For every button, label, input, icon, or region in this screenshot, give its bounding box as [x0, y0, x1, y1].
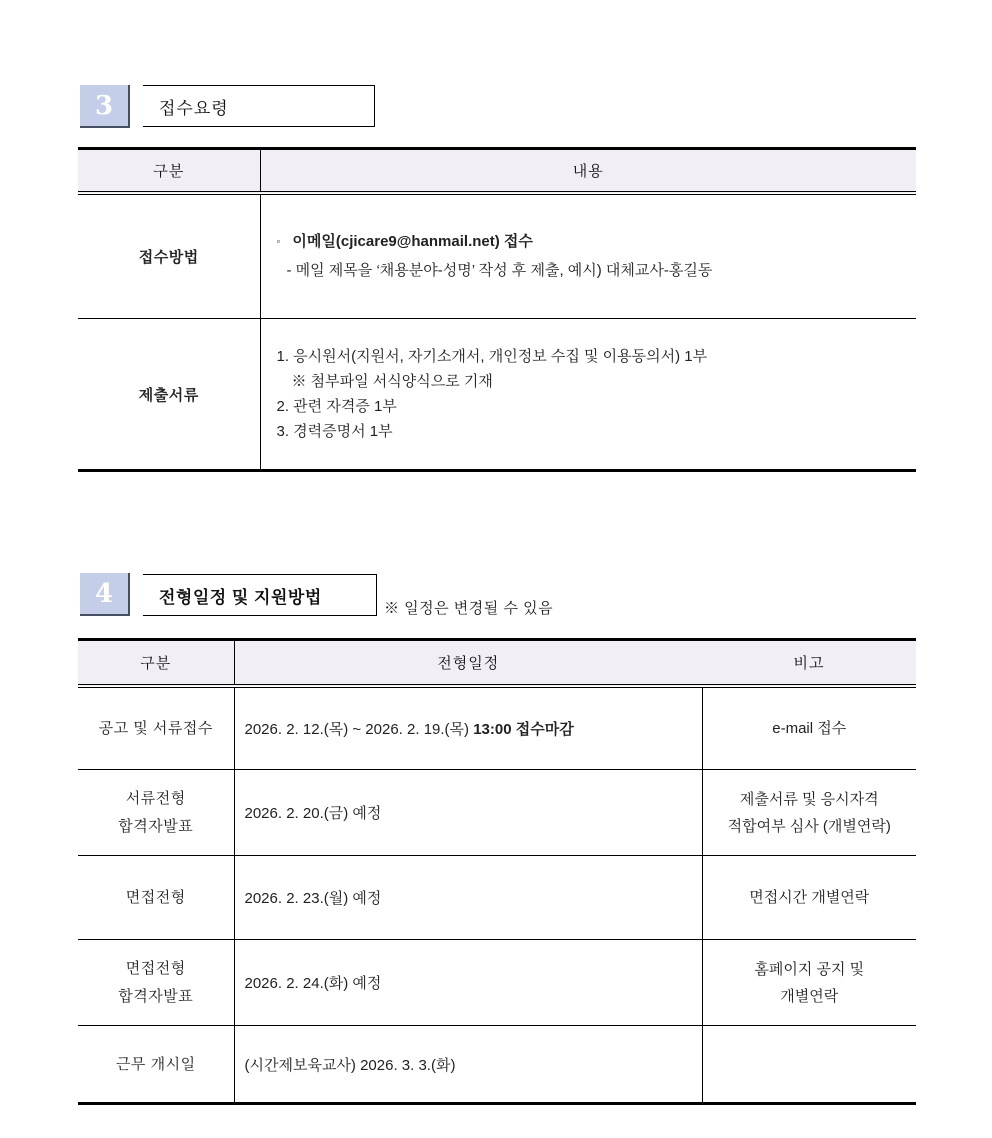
label-line: 합격자발표 [118, 818, 194, 835]
email-submission-text: 이메일(cjicare9@hanmail.net) 접수 [292, 233, 533, 251]
line-attachment-format-note: ※ 첨부파일 서식양식으로 기재 [291, 373, 493, 390]
label-line: 면접전형 [125, 889, 186, 906]
table-row-work-start [78, 1026, 916, 1104]
schedule-text: 2026. 2. 12.(목) ~ 2026. 2. 19.(목) [244, 720, 474, 738]
remark-cell [702, 856, 916, 940]
schedule-cell [234, 1026, 702, 1104]
table-header-row [78, 640, 916, 686]
row-label [78, 686, 234, 770]
schedule-cell [234, 856, 702, 940]
table-row-interview [78, 856, 916, 940]
section-title-text: 전형일정 및 지원방법 [159, 587, 322, 607]
remark-line: 홈페이지 공지 및 [754, 960, 865, 978]
section-number-badge: 3 [80, 85, 130, 128]
line-application-form: 1. 응시원서(지원서, 자기소개서, 개인정보 수집 및 이용동의서) 1부 [276, 348, 708, 365]
row-label [78, 770, 234, 856]
remark-line: e-mail 접수 [772, 719, 847, 737]
cell-application-method-content [260, 193, 916, 319]
column-header-category: 구분 [78, 149, 260, 193]
line-career-certificate: 3. 경력증명서 1부 [276, 423, 393, 440]
line-email-submission [277, 233, 916, 251]
schedule-text: 2026. 2. 20.(금) 예정 [244, 805, 382, 822]
circle-bullet-icon: ◦ [276, 236, 281, 249]
section-title-text: 접수요령 [159, 98, 229, 118]
label-line: 서류전형 [125, 790, 186, 807]
row-label [78, 856, 234, 940]
application-guideline-table [78, 147, 916, 472]
schedule-cell [234, 686, 702, 770]
remark-line: 제출서류 및 응시자격 [739, 790, 879, 808]
line-certificates: 2. 관련 자격증 1부 [276, 398, 397, 415]
table-row [78, 193, 916, 319]
table-row-document-screening [78, 770, 916, 856]
column-header-content: 내용 [260, 149, 916, 193]
column-header-schedule: 전형일정 [234, 640, 702, 686]
table-row-announcement [78, 686, 916, 770]
label-line: 근무 개시일 [115, 1055, 196, 1073]
row-label-application-method: 접수방법 [78, 193, 260, 319]
section-number-badge: 4 [80, 573, 130, 616]
section-title-application-guidelines [143, 85, 375, 127]
table-row [78, 319, 916, 471]
schedule-cell [234, 940, 702, 1026]
schedule-change-note: ※ 일정은 변경될 수 있음 [384, 600, 554, 617]
column-header-remarks: 비고 [702, 640, 916, 686]
remark-cell [702, 686, 916, 770]
schedule-text: 2026. 2. 23.(월) 예정 [244, 890, 382, 907]
schedule-text: (시간제보육교사) 2026. 3. 3.(화) [244, 1056, 456, 1074]
table-header-row [78, 149, 916, 193]
line-mail-subject-format: - 메일 제목을 ‘채용분야-성명’ 작성 후 제출, 예시) 대체교사-홍길동 [286, 262, 713, 280]
table-row-interview-results [78, 940, 916, 1026]
label-line: 공고 및 서류접수 [98, 719, 213, 737]
row-label [78, 940, 234, 1026]
row-label-required-documents: 제출서류 [78, 319, 260, 471]
schedule-cell [234, 770, 702, 856]
remark-cell [702, 940, 916, 1026]
label-line: 합격자발표 [118, 988, 194, 1005]
schedule-text: 2026. 2. 24.(화) 예정 [244, 975, 382, 992]
column-header-category: 구분 [78, 640, 234, 686]
remark-line: 면접시간 개별연락 [749, 889, 870, 906]
remark-cell-empty [702, 1026, 916, 1104]
remark-cell [702, 770, 916, 856]
schedule-deadline-text: 13:00 접수마감 [473, 720, 574, 738]
row-label [78, 1026, 234, 1104]
remark-line: 적합여부 심사 (개별연락) [727, 817, 891, 835]
remark-line: 개별연락 [780, 987, 839, 1005]
label-line: 면접전형 [125, 960, 186, 977]
selection-schedule-table [78, 638, 916, 1105]
section-title-selection-schedule [143, 574, 377, 616]
cell-required-documents-content [260, 319, 916, 471]
